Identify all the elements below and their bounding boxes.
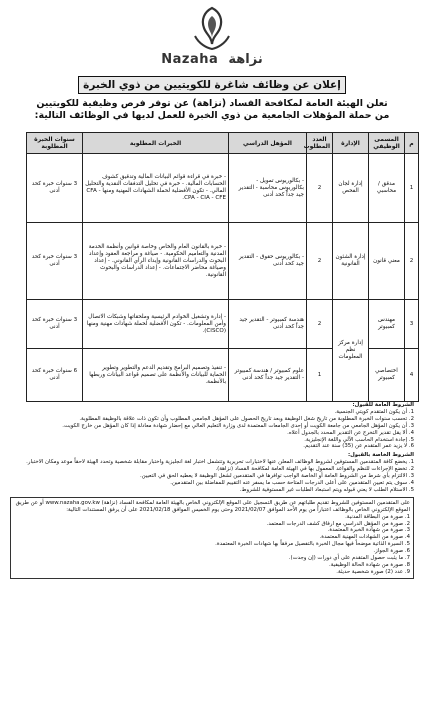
- document-item: 7. ما يثبت حصول المتقدم على أي دورات (إن وجدت).: [288, 555, 410, 562]
- general-condition-item: 3. أن يكون المؤهل الجامعي من جامعة الكويت أو إحدى الجامعات المعتمدة لدى وزارة التعليم العالي مع إحضار شهادة معادلة إذا كان المؤهل من خارج الكويت.: [62, 422, 414, 429]
- header-title: المسمى الوظيفي: [369, 133, 405, 154]
- cell-count: 2: [307, 223, 333, 300]
- cell-num: 1: [405, 154, 419, 223]
- cell-count: 1: [307, 349, 333, 402]
- cell-years: 3 سنوات خبرة كحد أدنى: [27, 154, 83, 223]
- cell-dept: إدارة لجان الفحص: [333, 154, 369, 223]
- header-exp: الخبرات المطلوبة: [83, 133, 229, 154]
- header-num: م: [405, 133, 419, 154]
- cell-num: 3: [405, 300, 419, 349]
- cell-dept: إدارة مركز نظم المعلومات: [333, 300, 369, 402]
- header-years: سنوات الخبرة المطلوبة: [27, 133, 83, 154]
- cell-dept: إدارة الشئون القانونية: [333, 223, 369, 300]
- cell-num: 4: [405, 349, 419, 402]
- general-condition-item: 4. ألا يقل تقدير التخرج عن التقدير المحدد بالجدول أعلاه.: [287, 429, 414, 436]
- application-box: [10, 497, 414, 579]
- page: [6, 4, 418, 709]
- general-condition-item: 6. لا يزيد عمر المتقدم عن (35) سنة عند التقديم.: [303, 443, 414, 450]
- nazaha-logo-icon: [187, 6, 237, 52]
- cell-qual: علوم كمبيوتر / هندسة كمبيوتر - التقدير جيد جداً كحد أدنى: [229, 349, 307, 402]
- special-condition-item: 1. يخضع كافة المتقدمين المستوفين لشروط الوظائف المعلن عنها لاختبارات تحريرية وتتشمل اختبار لغة انجليزية واختبار مقابلة شخصية وتحدد الهيئة لاحقاً موعد ومكان الاختبار.: [26, 459, 414, 466]
- special-condition-item: 3. الالتزام بأي شرط من الشروط العامة أو الخاصة الواجب توافرها في المتقدمين لشغل الوظيفة لا يعطيه الحق في التعيين.: [139, 473, 414, 480]
- cell-count: 2: [307, 300, 333, 349]
- header-count: العدد المطلوب: [307, 133, 333, 154]
- document-item: 6. صورة الجواز.: [373, 548, 410, 555]
- special-condition-item: 5. الاستلام الطلب لا يعني قبوله ويتم استبعاد الطلبات غير المستوفية للشروط.: [239, 486, 414, 493]
- conditions-section: [10, 400, 414, 706]
- cell-title: مدقق / محاسبي: [369, 154, 405, 223]
- cell-years: 3 سنوات خبرة كحد أدنى: [27, 300, 83, 349]
- header-qual: المؤهل الدراسي: [229, 133, 307, 154]
- cell-exp: - خبرة بالقانون العام والخاص وخاصة قوانين وأنظمة الخدمة المدنية والتعاميم الحكومية. - صياغة و مراجعة العقود وإعداد البحوث والدراسات القانونية وإبداء الرأي القانوني. - إعداد وصياغة محاضر الاجتماعات. - إعداد الدراسات والبحوث القانونية.: [83, 223, 229, 300]
- table-row: [27, 154, 419, 223]
- intro-text: تعلن الهيئة العامة لمكافحة الفساد (نزاهة) عن توفر فرص وظيفية للكويتيين من حملة المؤهلات الجامعية من ذوي الخبرة للعمل لديها في الوظائف التالية:: [34, 98, 390, 121]
- special-condition-item: 2. تخضع الإجراءات للنظم والقواعد المعمول بها في الهيئة العامة لمكافحة الفساد (نزاهة).: [215, 466, 414, 473]
- general-condition-item: 1. أن يكون المتقدم كويتي الجنسية.: [334, 408, 414, 415]
- cell-qual: - بكالوريوس حقوق - التقدير جيد كحد أدنى: [229, 223, 307, 300]
- cell-years: 6 سنوات خبرة كحد أدنى: [27, 349, 83, 402]
- jobs-table: [26, 132, 419, 402]
- table-header-row: [27, 133, 419, 154]
- announcement-banner: إعلان عن وظائف شاغرة للكويتيين من ذوي الخبرة: [78, 76, 346, 94]
- general-conditions-title: الشروط العامة للقبول:: [352, 402, 414, 408]
- cell-count: 2: [307, 154, 333, 223]
- logo: [6, 4, 418, 72]
- document-item: 4. صورة من الشهادات المهنية المعتمدة.: [319, 534, 410, 541]
- special-condition-item: 4. سوف يتم تعيين المتقدمين على أعلى الدرجات المتاحة حسب ما يسفر عنه التقييم للمفاضلة بين المتقدمين.: [170, 479, 414, 486]
- document-item: 2. صورة من المؤهل الدراسي مع ارفاق كشف الدرجات المعتمد.: [266, 520, 410, 527]
- header-dept: الإدارة: [333, 133, 369, 154]
- document-item: 3. صورة من شهادة الخبرة المعتمدة.: [327, 527, 410, 534]
- general-condition-item: 2. تحسب سنوات الخبرة المطلوبة من تاريخ شغل الوظيفة وبعد تاريخ الحصول على المؤهل الجامعي المطلوب وأن تكون ذات علاقة بالوظيفة المطلوبة.: [79, 415, 414, 422]
- cell-title: معني قانون: [369, 223, 405, 300]
- document-item: 9. عدد (2) صورة شخصية حديثة.: [336, 568, 410, 575]
- cell-num: 2: [405, 223, 419, 300]
- cell-qual: - بكالوريوس تمويل - بكالوريوس محاسبة - التقدير جيد جداً كحد أدنى: [229, 154, 307, 223]
- document-item: 1. صورة من البطاقة المدنية.: [345, 513, 410, 520]
- logo-text: Nazaha نزاهة: [161, 52, 263, 67]
- document-item: 8. صورة من شهادة الحالة الوظيفية.: [329, 561, 410, 568]
- cell-qual: هندسة كمبيوتر - التقدير جيد جداً كحد أدنى: [229, 300, 307, 349]
- table-row: [27, 223, 419, 300]
- cell-exp: - تنفيذ وتصميم البرامج وتقديم الدعم والتطوير وتطوير الحماية للبيانات والأنظمة على تصميم قواعد البيانات وربطها بالأنظمة.: [83, 349, 229, 402]
- cell-title: مهندس كمبيوتر: [369, 300, 405, 349]
- cell-exp: - خبرة في قراءة قوائم البيانات المالية وتدقيق كشوف الحسابات المالية. - خبرة في تحليل التدفقات النقدية والتحليل المالي. - تكون الأفضلية لحملة الشهادات المهنية ومنها CFA - CPA - CIA - CFE.: [83, 154, 229, 223]
- application-instructions: على المتقدمين المستوفين للشروط تقديم طلباتهم عن طريق التسجيل على الموقع الإلكتروني الخاص بالهيئة العامة لمكافحة الفساد (نزاهة) www.nazaha.gov.kw أو عن طريق الموقع الإلكتروني الخاص بالوظائف اعتباراً من يوم الأحد الموافق 2021/02/07 وحتى يوم الخميس الموافق 2021/02/18 على أن يرفق المستندات التالية:: [15, 499, 410, 513]
- special-conditions-title: الشروط الخاصة بالقبول:: [347, 452, 414, 459]
- general-condition-item: 5. إجادة استخدام الحاسب الآلي واللغة الإنجليزية.: [304, 436, 414, 443]
- document-item: 5. السيرة الذاتية موضحاً فيها مجال الخبرة بالتفصيل مرفقاً بها شهادات الخبرة المعتمدة.: [215, 541, 410, 548]
- cell-title: اختصاصي كمبيوتر: [369, 349, 405, 402]
- table-row: [27, 300, 419, 349]
- cell-exp: - إدارة وتشغيل الخوادم الرئيسية وملحقاتها وشبكات الاتصال وأمن المعلومات. - تكون الأفضلية لحملة شهادات مهنية ومنها (CISCO).: [83, 300, 229, 349]
- cell-years: 3 سنوات خبرة كحد أدنى: [27, 223, 83, 300]
